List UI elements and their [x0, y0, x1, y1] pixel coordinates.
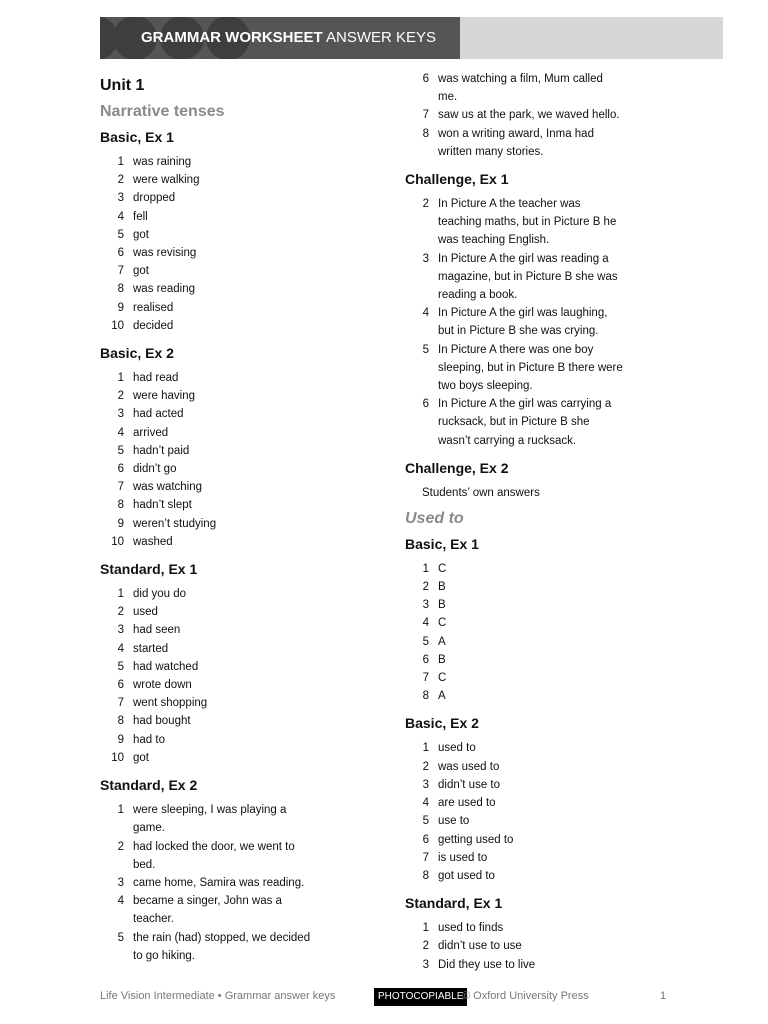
list-item	[100, 405, 390, 423]
item-answer: had to	[133, 733, 165, 746]
item-number: 6	[117, 247, 124, 260]
item-answer: In Picture A the girl was laughing, but in Picture B she was crying.	[438, 307, 608, 338]
item-number: 1	[117, 372, 124, 385]
item-number: 9	[117, 301, 124, 314]
list-item	[100, 496, 390, 514]
list-item	[100, 424, 390, 442]
footer	[100, 988, 668, 1006]
list-item	[100, 460, 390, 478]
item-answer: was revising	[133, 247, 197, 260]
section-title: Challenge, Ex 2	[405, 459, 509, 476]
item-answer: is used to	[438, 851, 488, 864]
item-answer: had watched	[133, 660, 199, 673]
topic-title: Narrative tenses	[100, 103, 225, 120]
list-item	[405, 956, 705, 974]
answer-list	[405, 739, 705, 885]
header-title	[141, 17, 436, 59]
header-title-light: ANSWER KEYS	[326, 29, 437, 46]
item-number: 4	[117, 426, 124, 439]
item-number: 2	[117, 606, 124, 619]
item-answer: C	[438, 672, 447, 685]
answer-list	[405, 195, 705, 450]
item-number: 1	[422, 742, 429, 755]
list-item	[100, 658, 390, 676]
answer-list	[100, 369, 390, 551]
photocopiable-badge: PHOTOCOPIABLE	[374, 988, 467, 1006]
item-number: 7	[422, 851, 429, 864]
list-item	[405, 867, 705, 885]
list-item	[405, 758, 705, 776]
list-item	[405, 596, 705, 614]
item-answer: getting used to	[438, 833, 514, 846]
item-answer: In Picture A the girl was reading a magazine, but in Picture B she was reading a book.	[438, 252, 618, 302]
item-answer: was watching	[133, 481, 203, 494]
item-number: 10	[111, 319, 124, 332]
section-title: Standard, Ex 2	[100, 777, 198, 794]
item-number: 6	[422, 653, 429, 666]
item-number: 3	[422, 252, 429, 265]
answer-list	[100, 801, 390, 965]
section-title: Standard, Ex 1	[405, 895, 503, 912]
header-title-bold: GRAMMAR WORKSHEET	[141, 29, 323, 46]
item-answer: washed	[133, 535, 173, 548]
item-number: 1	[117, 156, 124, 168]
item-number: 2	[422, 198, 429, 211]
list-item	[100, 621, 390, 639]
item-number: 4	[422, 797, 429, 810]
item-number: 6	[422, 73, 429, 85]
list-item	[100, 676, 390, 694]
item-number: 4	[117, 642, 124, 655]
item-number: 5	[117, 931, 124, 944]
list-item	[100, 442, 390, 460]
list-item	[405, 831, 705, 849]
item-number: 8	[422, 869, 429, 882]
list-item	[100, 226, 390, 244]
list-item	[100, 712, 390, 730]
item-answer: saw us at the park, we waved hello.	[438, 109, 620, 122]
section-title: Basic, Ex 1	[100, 129, 174, 145]
list-item	[100, 874, 390, 892]
list-item	[405, 304, 705, 340]
item-answer: were sleeping, I was playing a game.	[133, 804, 287, 835]
list-item	[100, 929, 390, 965]
item-number: 8	[117, 715, 124, 728]
item-answer: the rain (had) stopped, we decided to go hiking.	[133, 931, 311, 962]
item-number: 8	[422, 127, 429, 140]
item-number: 6	[422, 833, 429, 846]
item-answer: was raining	[133, 156, 192, 168]
item-number: 2	[422, 581, 429, 594]
item-number: 7	[117, 697, 124, 710]
item-answer: were having	[133, 390, 196, 403]
list-item	[100, 640, 390, 658]
item-number: 6	[117, 679, 124, 692]
list-item	[100, 153, 390, 171]
item-answer: B	[438, 653, 446, 666]
item-answer: are used to	[438, 797, 496, 810]
list-item	[100, 189, 390, 207]
section-title: Challenge, Ex 1	[405, 171, 509, 188]
item-answer: weren’t studying	[133, 517, 217, 530]
item-answer: was reading	[133, 283, 196, 296]
list-item	[405, 776, 705, 794]
item-answer: had read	[133, 372, 179, 385]
list-item	[405, 849, 705, 867]
item-number: 5	[422, 635, 429, 648]
list-item	[405, 669, 705, 687]
item-number: 5	[117, 444, 124, 457]
item-number: 3	[422, 599, 429, 612]
item-answer: Did they use to live	[438, 958, 536, 971]
item-answer: were walking	[133, 174, 200, 187]
item-number: 2	[117, 174, 124, 187]
item-answer: dropped	[133, 192, 176, 205]
section-title: Basic, Ex 2	[100, 345, 174, 362]
list-item	[405, 633, 705, 651]
item-answer: was used to	[438, 760, 500, 773]
item-number: 7	[117, 265, 124, 278]
list-item	[405, 812, 705, 830]
item-answer: got	[133, 228, 149, 241]
right-column	[405, 70, 705, 978]
item-answer: won a writing award, Inma had written many stories.	[438, 127, 594, 158]
item-number: 1	[117, 804, 124, 817]
list-item	[100, 299, 390, 317]
left-sections	[100, 127, 390, 973]
unit-title: Unit 1	[100, 77, 145, 94]
item-answer: started	[133, 642, 169, 655]
header-dark-panel	[100, 17, 460, 59]
item-number: 10	[111, 751, 124, 764]
list-item	[405, 937, 705, 955]
item-answer: B	[438, 581, 446, 594]
list-item	[100, 801, 390, 837]
answer-list-continued	[405, 70, 705, 161]
item-answer: got	[133, 265, 149, 278]
list-item	[100, 838, 390, 874]
item-answer: C	[438, 617, 447, 630]
item-number: 5	[422, 815, 429, 828]
list-item	[405, 919, 705, 937]
item-answer: had locked the door, we went to bed.	[133, 840, 295, 871]
list-item	[405, 341, 705, 396]
item-number: 1	[422, 922, 429, 935]
item-number: 10	[111, 535, 124, 548]
item-number: 2	[117, 840, 124, 853]
list-item	[100, 317, 390, 335]
answer-list	[405, 919, 705, 974]
footer-book-title: Life Vision Intermediate • Grammar answer keys	[100, 990, 336, 1002]
header-banner	[100, 17, 723, 59]
item-number: 8	[117, 283, 124, 296]
item-answer: didn’t use to	[438, 778, 501, 791]
item-answer: decided	[133, 319, 174, 332]
list-item	[405, 687, 705, 705]
list-item	[405, 739, 705, 757]
item-answer: arrived	[133, 426, 169, 439]
item-number: 6	[422, 398, 429, 411]
list-item	[405, 195, 705, 250]
item-number: 9	[117, 733, 124, 746]
item-answer: B	[438, 599, 446, 612]
item-number: 3	[117, 876, 124, 889]
item-answer: A	[438, 635, 446, 648]
item-answer: had seen	[133, 624, 181, 637]
item-answer: became a singer, John was a teacher.	[133, 895, 282, 926]
item-answer: In Picture A the girl was carrying a rucksack, but in Picture B she wasn’t carrying a rucksack.	[438, 398, 612, 447]
list-item	[100, 262, 390, 280]
list-item	[405, 125, 705, 161]
list-item	[405, 560, 705, 578]
list-item	[405, 578, 705, 596]
page-number: 1	[660, 990, 667, 1002]
list-item	[100, 749, 390, 767]
list-item	[405, 651, 705, 669]
item-answer: A	[438, 690, 446, 703]
item-number: 1	[422, 562, 429, 575]
footer-copyright: © Oxford University Press	[462, 990, 589, 1002]
item-answer: hadn’t slept	[133, 499, 192, 512]
list-item	[100, 171, 390, 189]
item-answer: hadn’t paid	[133, 444, 190, 457]
item-answer: didn’t use to use	[438, 940, 522, 953]
item-number: 8	[422, 690, 429, 703]
item-number: 5	[117, 228, 124, 241]
list-item	[100, 478, 390, 496]
list-item	[405, 106, 705, 124]
item-answer: realised	[133, 301, 174, 314]
item-number: 4	[422, 307, 429, 320]
item-answer: was watching a film, Mum called me.	[438, 73, 603, 104]
list-item	[100, 694, 390, 712]
item-answer: C	[438, 562, 447, 575]
item-number: 1	[117, 588, 124, 601]
list-item	[100, 369, 390, 387]
section-title: Standard, Ex 1	[100, 561, 198, 578]
item-answer: got used to	[438, 869, 495, 882]
left-column	[100, 76, 390, 973]
list-item	[405, 250, 705, 305]
list-item	[100, 603, 390, 621]
list-item	[100, 731, 390, 749]
item-number: 6	[117, 463, 124, 476]
list-item	[100, 280, 390, 298]
item-answer: used	[133, 606, 158, 619]
list-item	[100, 387, 390, 405]
item-number: 4	[117, 210, 124, 223]
list-item	[405, 70, 705, 106]
item-answer: came home, Samira was reading.	[133, 876, 305, 889]
item-number: 2	[422, 940, 429, 953]
list-item	[100, 585, 390, 603]
answer-list	[100, 153, 390, 335]
item-number: 5	[422, 343, 429, 356]
item-answer: fell	[133, 210, 148, 223]
answer-text: Students’ own answers	[422, 486, 540, 499]
topic-title: Used to	[405, 509, 464, 527]
item-number: 2	[117, 390, 124, 403]
list-item	[100, 533, 390, 551]
item-number: 3	[422, 958, 429, 971]
item-number: 9	[117, 517, 124, 530]
section-title: Basic, Ex 2	[405, 715, 479, 732]
item-answer: wrote down	[133, 679, 192, 692]
item-number: 5	[117, 660, 124, 673]
list-item	[100, 892, 390, 928]
item-answer: In Picture A there was one boy sleeping, but in Picture B there were two boys sleeping.	[438, 343, 623, 393]
section-title: Basic, Ex 1	[405, 535, 479, 552]
item-answer: use to	[438, 815, 470, 828]
item-answer: used to finds	[438, 922, 504, 935]
item-answer: In Picture A the teacher was teaching maths, but in Picture B he was teaching English.	[438, 198, 617, 247]
item-answer: did you do	[133, 588, 187, 601]
item-answer: had bought	[133, 715, 191, 728]
list-item	[100, 244, 390, 262]
item-number: 7	[422, 109, 429, 122]
item-number: 7	[117, 481, 124, 494]
list-item	[405, 395, 705, 450]
item-number: 7	[422, 672, 429, 685]
item-number: 2	[422, 760, 429, 773]
list-item	[405, 614, 705, 632]
item-answer: used to	[438, 742, 476, 755]
item-number: 4	[117, 895, 124, 908]
item-answer: had acted	[133, 408, 184, 421]
list-item	[100, 515, 390, 533]
item-answer: didn’t go	[133, 463, 177, 476]
item-answer: went shopping	[133, 697, 208, 710]
item-answer: got	[133, 751, 149, 764]
answer-list	[100, 585, 390, 767]
item-number: 8	[117, 499, 124, 512]
item-number: 3	[422, 778, 429, 791]
item-number: 3	[117, 192, 124, 205]
item-number: 4	[422, 617, 429, 630]
item-number: 3	[117, 408, 124, 421]
list-item	[100, 208, 390, 226]
list-item	[405, 794, 705, 812]
answer-list	[405, 560, 705, 706]
item-number: 3	[117, 624, 124, 637]
